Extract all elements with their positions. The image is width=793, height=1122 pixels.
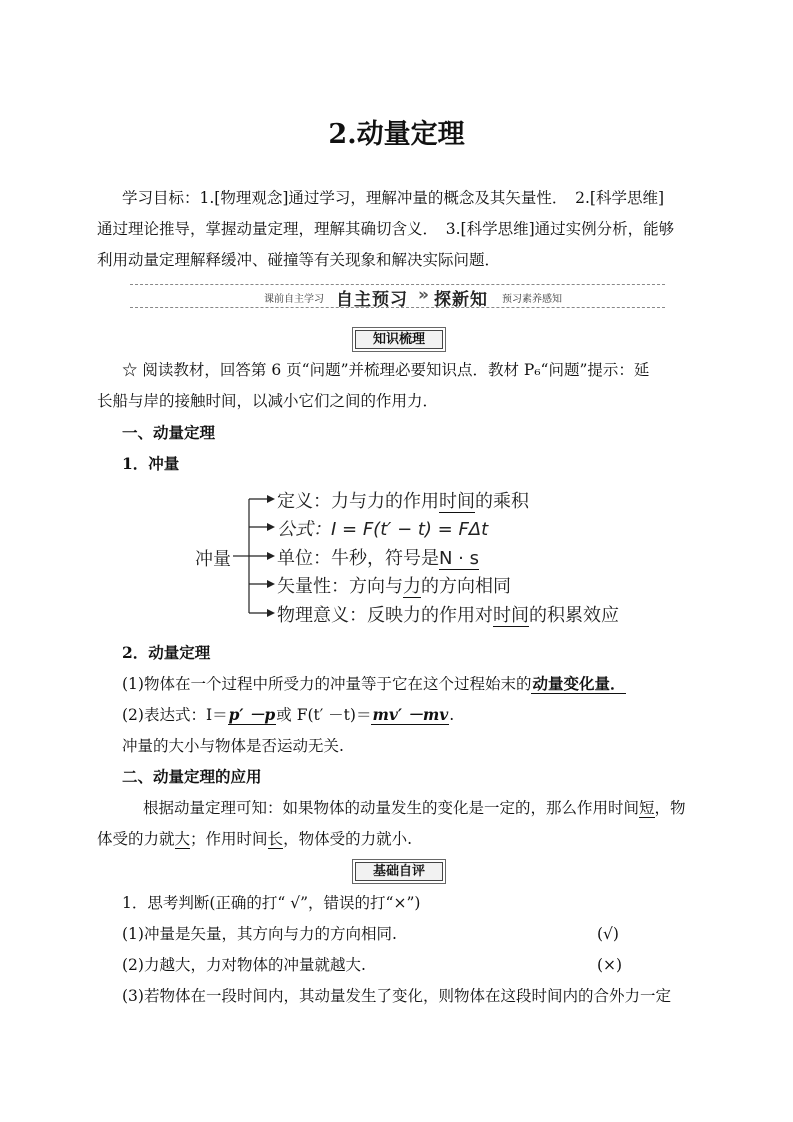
question-2-text: (2)力越大，力对物体的冲量就越大. [122, 956, 366, 974]
objectives-line-3: 利用动量定理解释缓冲、碰撞等有关现象和解决实际问题． [97, 251, 501, 269]
banner-main-text: 自主预习 [336, 290, 408, 310]
objectives-line-1: 学习目标：1.[物理观念]通过学习，理解冲量的概念及其矢量性． 2.[科学思维] [122, 189, 665, 207]
reading-line-1: ☆ 阅读教材，回答第 6 页“问题”并梳理必要知识点．教材 P₆“问题”提示：延 [122, 361, 650, 379]
banner-arrow-icon: » [418, 285, 430, 305]
heading-momentum-theorem: 一、动量定理 [122, 423, 216, 442]
diagram-item-vector: 矢量性：方向与力的方向相同 [277, 576, 511, 597]
banner-left-text: 课前自主学习 [264, 294, 324, 305]
question-2-mark: (×) [597, 956, 623, 974]
knowledge-tag: 知识梳理 [355, 330, 443, 349]
heading-theorem: 2．动量定理 [122, 643, 211, 662]
heading-application: 二、动量定理的应用 [122, 767, 262, 786]
application-line-1: 根据动量定理可知：如果物体的动量发生的变化是一定的，那么作用时间短，物 [143, 799, 686, 817]
diagram-item-definition: 定义：力与力的作用时间的乘积 [277, 491, 529, 512]
application-line-2: 体受的力就大；作用时间长，物体受的力就小. [97, 830, 412, 848]
impulse-diagram [195, 482, 635, 632]
section-banner [130, 284, 665, 308]
banner-main-text-2: 探新知 [434, 290, 488, 310]
question-3-text: (3)若物体在一段时间内，其动量发生了变化，则物体在这段时间内的合外力一定 [122, 987, 671, 1005]
question-1-text: (1)冲量是矢量，其方向与力的方向相同. [122, 925, 397, 943]
question-intro: 1．思考判断(正确的打“ √”，错误的打“×”) [122, 894, 421, 912]
theorem-statement: (1)物体在一个过程中所受力的冲量等于它在这个过程始末的动量变化量． [122, 674, 626, 693]
banner-right-text: 预习素养感知 [502, 294, 562, 305]
page-title: 2.动量定理 [328, 119, 465, 150]
diagram-item-formula: 公式：I = F(t′ − t) = FΔt [277, 519, 489, 540]
reading-line-2: 长船与岸的接触时间，以减小它们之间的作用力． [97, 392, 439, 410]
diagram-root: 冲量 [195, 549, 231, 570]
theorem-formula: (2)表达式：I＝p′ －p或 F(t′ －t)＝mv′ －mv. [122, 705, 455, 724]
theorem-note: 冲量的大小与物体是否运动无关. [122, 737, 344, 755]
objectives-line-2: 通过理论推导，掌握动量定理，理解其确切含义． 3.[科学思维]通过实例分析，能够 [97, 220, 675, 238]
self-assessment-tag: 基础自评 [355, 862, 443, 881]
heading-impulse: 1．冲量 [122, 454, 180, 473]
diagram-item-unit: 单位：牛秒，符号是N · s [277, 548, 480, 569]
diagram-item-meaning: 物理意义：反映力的作用对时间的积累效应 [277, 605, 619, 626]
question-1-mark: (√) [597, 925, 619, 943]
